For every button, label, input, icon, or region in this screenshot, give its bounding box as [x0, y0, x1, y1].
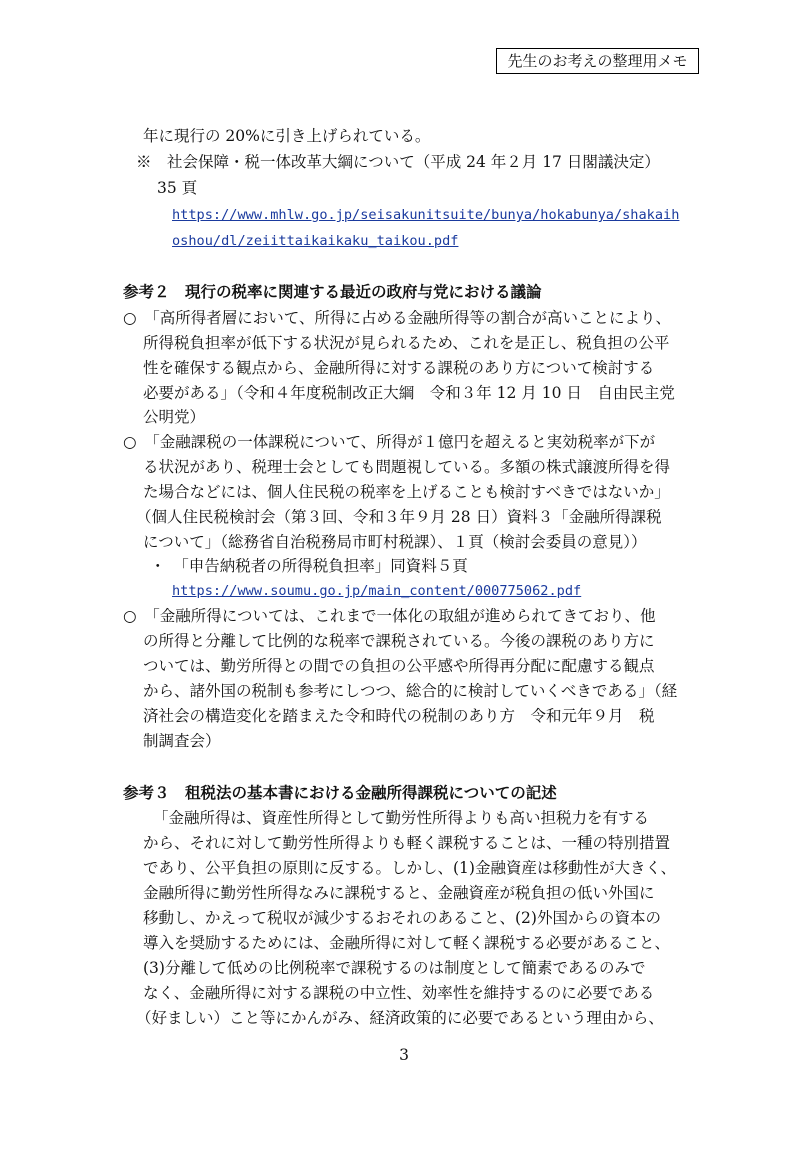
ref2-item2-line: （個人住民税検討会（第３回、令和３年９月 28 日）資料３「金融所得課税 — [136, 508, 662, 526]
mhlw-link-line2[interactable]: oshou/dl/zeiittaikaikaku_taikou.pdf — [172, 233, 459, 249]
ref2-item2-line: ○ 「金融課税の一体課税について、所得が１億円を超えると実効税率が下が — [123, 433, 656, 451]
ref3-para-line: （好ましい）こと等にかんがみ、経済政策的に必要であるという理由から、 — [136, 1009, 664, 1027]
ref2-item3-line: 済社会の構造変化を踏まえた令和時代の税制のあり方 令和元年９月 税 — [143, 707, 655, 725]
ref2-item1-line: 必要がある」（令和４年度税制改正大綱 令和３年 12 月 10 日 自由民主党 — [143, 384, 675, 402]
ref2-bullet: ・ 「申告納税者の所得税負担率」同資料５頁 — [150, 557, 468, 575]
ref3-para-line: 導入を奨励するためには、金融所得に対して軽く課税する必要があること、 — [143, 934, 671, 952]
ref3-para-line: なく、金融所得に対する課税の中立性、効率性を維持するのに必要である — [143, 984, 655, 1002]
ref2-item1-line: 公明党） — [143, 408, 206, 426]
reference-page: 35 頁 — [157, 179, 198, 197]
ref2-item3-line: ○ 「金融所得については、これまで一体化の取組が進められてきており、他 — [123, 607, 656, 625]
ref2-item2-line: た場合などには、個人住民税の税率を上げることも検討すべきではないか」 — [143, 483, 670, 501]
soumu-link[interactable]: https://www.soumu.go.jp/main_content/000775062.pdf — [172, 583, 582, 599]
ref3-para-line: 「金融所得は、資産性所得として勤労性所得よりも高い担税力を有する — [153, 809, 650, 827]
mhlw-link-line1[interactable]: https://www.mhlw.go.jp/seisakunitsuite/bunya/hokabunya/shakaih — [172, 207, 680, 223]
memo-label-box: 先生のお考えの整理用メモ — [496, 48, 699, 74]
ref2-item3-line: 制調査会） — [143, 732, 221, 750]
ref2-item1-line: ○ 「高所得者層において、所得に占める金融所得等の割合が高いことにより、 — [123, 309, 671, 327]
ref2-item3-line: から、諸外国の税制も参考にしつつ、総合的に検討していくべきである」（経 — [143, 682, 678, 700]
ref2-item3-line: の所得と分離して比例的な税率で課税されている。今後の課税のあり方に — [143, 632, 655, 650]
ref3-para-line: (3)分離して低めの比例税率で課税するのは制度として簡素であるのみで — [143, 959, 646, 977]
page-number: 3 — [399, 1046, 409, 1064]
ref2-item2-line: る状況があり、税理士会としても問題視している。多額の株式譲渡所得を得 — [143, 458, 671, 476]
continuation-line: 年に現行の 20%に引き上げられている。 — [143, 127, 431, 145]
ref3-para-line: 移動し、かえって税収が減少するおそれのあること、(2)外国からの資本の — [143, 909, 661, 927]
ref3-heading: 参考３ 租税法の基本書における金融所得課税についての記述 — [123, 784, 557, 802]
ref2-item1-line: 所得税負担率が低下する状況が見られるため、これを是正し、税負担の公平 — [143, 334, 670, 352]
ref2-item2-line: について」（総務省自治税務局市町村税課）、１頁（検討会委員の意見）） — [143, 533, 647, 551]
ref2-item3-line: ついては、勤労所得との間での負担の公平感や所得再分配に配慮する観点 — [143, 657, 655, 675]
ref3-para-line: 金融所得に勤労性所得なみに課税すると、金融資産が税負担の低い外国に — [143, 884, 655, 902]
ref2-item1-line: 性を確保する観点から、金融所得に対する課税のあり方について検討する — [143, 359, 655, 377]
reference-note: ※ 社会保障・税一体改革大綱について（平成 24 年２月 17 日閣議決定） — [136, 153, 660, 171]
ref2-heading: 参考２ 現行の税率に関連する最近の政府与党における議論 — [123, 283, 542, 301]
ref3-para-line: であり、公平負担の原則に反する。しかし、(1)金融資産は移動性が大きく、 — [143, 859, 677, 877]
ref3-para-line: から、それに対して勤労性所得よりも軽く課税することは、一種の特別措置 — [143, 834, 671, 852]
